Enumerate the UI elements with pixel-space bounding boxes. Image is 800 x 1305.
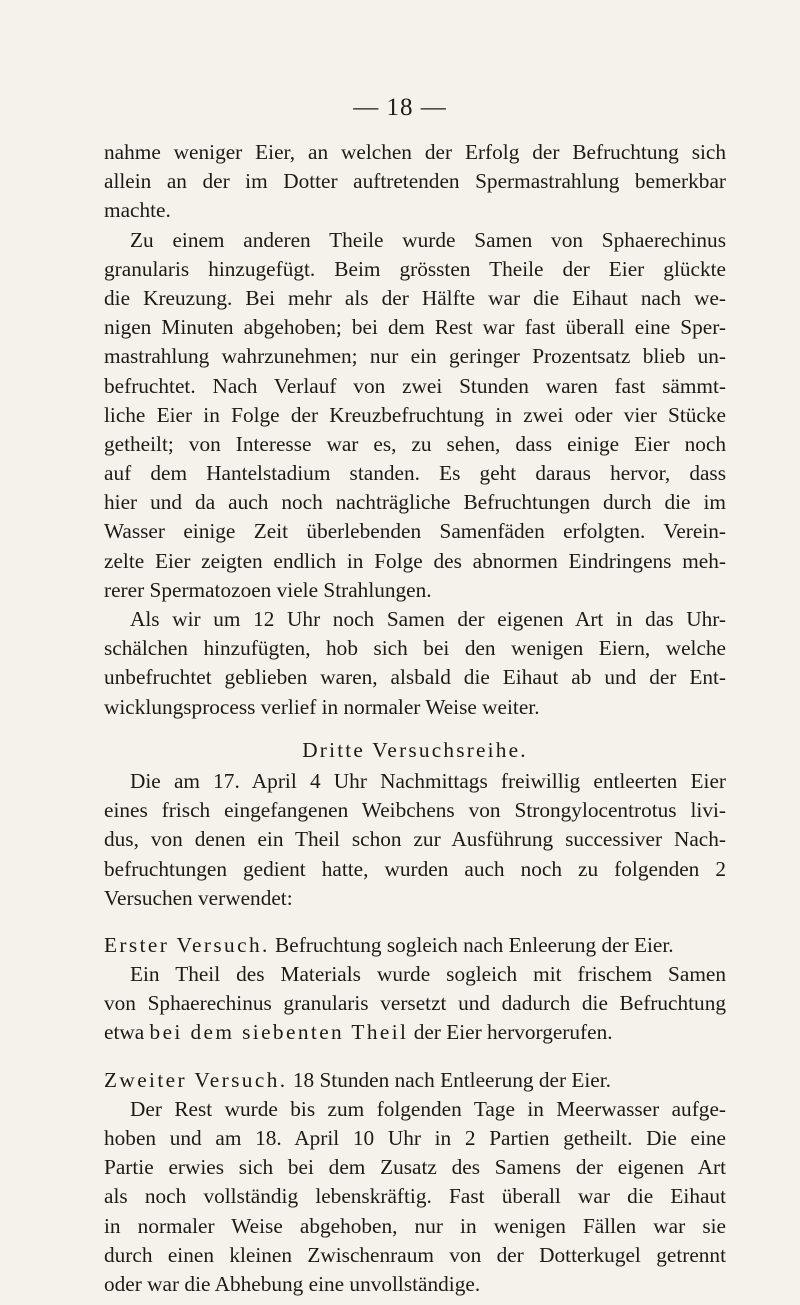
- text-line: schälchen hinzufügten, hob sich bei den wenigen Eiern, welche: [104, 636, 726, 661]
- text-line: rerer Spermatozoen viele Strahlungen.: [104, 577, 432, 602]
- text-line: hier und da auch noch nachträgliche Befruchtungen durch die im: [104, 490, 726, 515]
- experiment-title-text: Befruchtung sogleich nach Enleerung der Eier.: [269, 932, 674, 957]
- text-line: Die am 17. April 4 Uhr Nachmittags freiwillig entleerten Eier: [130, 768, 726, 793]
- text-line: in normaler Weise abgehoben, nur in wenigen Fällen war sie: [104, 1213, 726, 1238]
- text-line: dus, von denen ein Theil schon zur Ausführung successiver Nach-: [104, 827, 726, 852]
- text-line: [104, 1018, 726, 1047]
- text-line: Versuchen verwendet:: [104, 885, 293, 910]
- emphasized-text: bei dem siebenten Theil: [149, 1020, 409, 1045]
- text-line: nahme weniger Eier, an welchen der Erfolg der Befruchtung sich: [104, 140, 726, 164]
- text-line: allein an der im Dotter auftretenden Spermastrahlung bemerkbar: [104, 169, 726, 194]
- text-line: durch einen kleinen Zwischenraum von der Dotterkugel getrennt: [104, 1242, 726, 1267]
- paragraph: [104, 138, 726, 226]
- experiment-title-text: 18 Stunden nach Entleerung der Eier.: [287, 1067, 611, 1092]
- text-line: wicklungsprocess verlief in normaler Weise weiter.: [104, 694, 540, 719]
- paragraph: [104, 226, 726, 605]
- text-line: getheilt; von Interesse war es, zu sehen, dass einige Eier noch: [104, 431, 726, 456]
- text-line: auf dem Hantelstadium standen. Es geht daraus hervor, dass: [104, 461, 726, 486]
- text-line: befruchtungen gedient hatte, wurden auch noch zu folgenden 2: [104, 856, 726, 881]
- text-line: zelte Eier zeigten endlich in Folge des abnormen Eindringens meh-: [104, 548, 726, 573]
- text-line: liche Eier in Folge der Kreuzbefruchtung in zwei oder vier Stücke: [104, 402, 726, 427]
- text-line: oder war die Abhebung eine unvollständige.: [104, 1271, 481, 1296]
- text-line: unbefruchtet geblieben waren, alsbald die Eihaut ab und der Ent-: [104, 665, 726, 690]
- text-line: Ein Theil des Materials wurde sogleich mit frischem Samen: [130, 962, 726, 987]
- text-line: Zu einem anderen Theile wurde Samen von Sphaerechinus: [130, 227, 726, 252]
- text-line: eines frisch eingefangenen Weibchens von Strongylocentrotus livi-: [104, 798, 726, 823]
- experiment-two: [104, 1066, 726, 1300]
- experiment-label: Erster Versuch.: [104, 932, 270, 957]
- text-line: befruchtet. Nach Verlauf von zwei Stunden waren fast sämmt-: [104, 373, 726, 398]
- text-line: mastrahlung wahrzunehmen; nur ein geringer Prozentsatz blieb un-: [104, 344, 726, 369]
- spacer: [104, 913, 726, 931]
- paragraph: [104, 767, 726, 913]
- experiment-title: [104, 931, 726, 960]
- experiment-label: Zweiter Versuch.: [104, 1067, 288, 1092]
- text-line: nigen Minuten abgehoben; bei dem Rest war fast überall eine Sper-: [104, 315, 726, 340]
- text-line: granularis hinzugefügt. Beim grössten Theile der Eier glückte: [104, 256, 726, 281]
- text-line: Wasser einige Zeit überlebenden Samenfäden erfolgten. Verein-: [104, 519, 726, 544]
- experiment-title: [104, 1066, 726, 1095]
- text-fragment: etwa: [104, 1020, 150, 1045]
- section-heading: Dritte Versuchsreihe.: [302, 737, 528, 762]
- text-line: Der Rest wurde bis zum folgenden Tage in Meerwasser aufge-: [130, 1096, 726, 1121]
- text-fragment: der Eier hervorgerufen.: [408, 1020, 613, 1045]
- page-number: — 18 —: [353, 94, 447, 121]
- text-line: machte.: [104, 198, 171, 223]
- text-line: als noch vollständig lebenskräftig. Fast überall war die Eihaut: [104, 1184, 726, 1209]
- text-line: von Sphaerechinus granularis versetzt und dadurch die Befruchtung: [104, 991, 726, 1016]
- experiment-one: [104, 931, 726, 1048]
- spacer: [104, 1048, 726, 1066]
- text-line: hoben und am 18. April 10 Uhr in 2 Partien getheilt. Die eine: [104, 1126, 726, 1150]
- page-body: [104, 138, 726, 1299]
- paragraph: [104, 605, 726, 722]
- text-line: die Kreuzung. Bei mehr als der Hälfte war die Eihaut nach we-: [104, 285, 726, 310]
- text-line: Partie erwies sich bei dem Zusatz des Samens der eigenen Art: [104, 1155, 726, 1180]
- text-line: Als wir um 12 Uhr noch Samen der eigenen Art in das Uhr-: [130, 607, 726, 631]
